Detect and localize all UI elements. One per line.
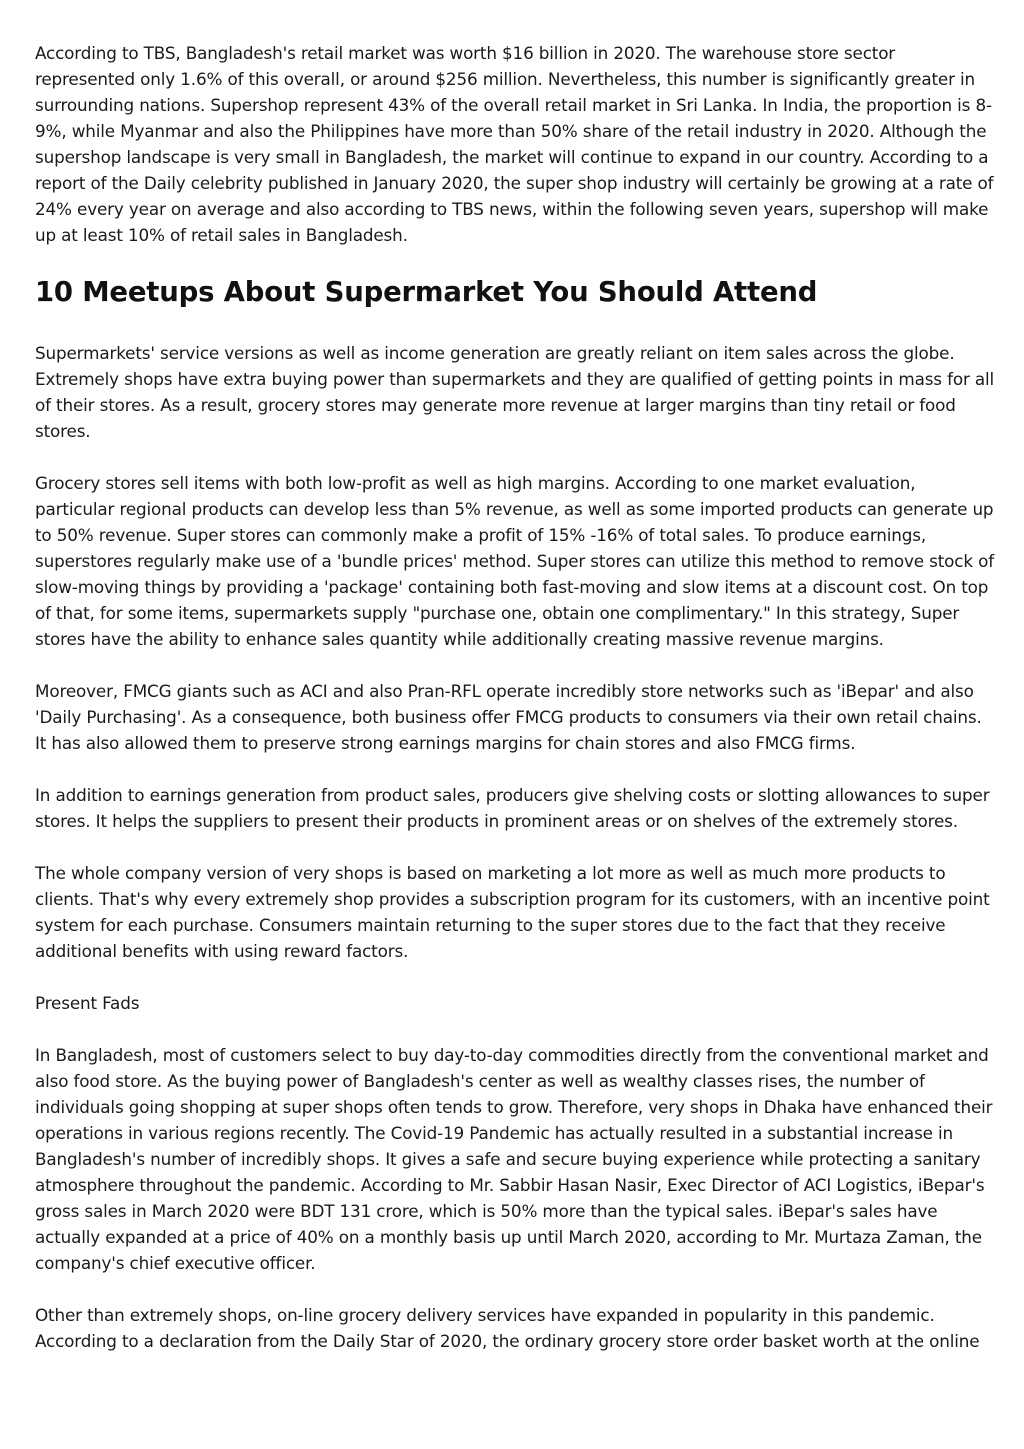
article-body — [35, 40, 995, 1380]
paragraph-slotting: In addition to earnings generation from product sales, producers give shelving costs or slotting allowances to super stores. It helps the suppliers to present their products in prominent areas or on shelves of the extremely stores. — [35, 785, 990, 831]
subheading-present-fads: Present Fads — [35, 993, 140, 1013]
paragraph-service-versions: Supermarkets' service versions as well as income generation are greatly reliant on item sales across the globe. Extremely shops have extra buying power than supermarkets and they are qualified of getting points in mass for all of their stores. As a result, grocery stores may generate more revenue at larger margins than tiny retail or food stores. — [35, 343, 995, 441]
paragraph-online-grocery: Other than extremely shops, on-line grocery delivery services have expanded in popularity in this pandemic. According to a declaration from the Daily Star of 2020, the ordinary grocery store order basket worth at the online — [35, 1305, 980, 1351]
section-heading: 10 Meetups About Supermarket You Should Attend — [35, 276, 818, 308]
paragraph-fmcg: Moreover, FMCG giants such as ACI and also Pran-RFL operate incredibly store networks such as 'iBepar' and also 'Daily Purchasing'. As a consequence, both business offer FMCG products to consumers via their own retail chains. It has also allowed them to preserve strong earnings margins for chain stores and also FMCG firms. — [35, 681, 982, 753]
paragraph-bangladesh-trends: In Bangladesh, most of customers select to buy day-to-day commodities directly from the conventional market and also food store. As the buying power of Bangladesh's center as well as wealthy classes rises, the number of individuals going shopping at super shops often tends to grow. Therefore, very shops in Dhaka have enhanced their operations in various regions recently. The Covid-19 Pandemic has actually resulted in a substantial increase in Bangladesh's number of incredibly shops. It gives a safe and secure buying experience while protecting a sanitary atmosphere throughout the pandemic. According to Mr. Sabbir Hasan Nasir, Exec Director of ACI Logistics, iBepar's gross sales in March 2020 were BDT 131 crore, which is 50% more than the typical sales. iBepar's sales have actually expanded at a price of 40% on a monthly basis up until March 2020, according to Mr. Murtaza Zaman, the company's chief executive officer. — [35, 1045, 993, 1273]
paragraph-margins: Grocery stores sell items with both low-profit as well as high margins. According to one market evaluation, particular regional products can develop less than 5% revenue, as well as some imported products can generate up to 50% revenue. Super stores can commonly make a profit of 15% -16% of total sales. To produce earnings, superstores regularly make use of a 'bundle prices' method. Super stores can utilize this method to remove stock of slow-moving things by providing a 'package' containing both fast-moving and slow items at a discount cost. On top of that, for some items, supermarkets supply "purchase one, obtain one complimentary." In this strategy, Super stores have the ability to enhance sales quantity while additionally creating massive revenue margins. — [35, 473, 995, 649]
paragraph-subscription: The whole company version of very shops is based on marketing a lot more as well as much more products to clients. That's why every extremely shop provides a subscription program for its customers, with an incentive point system for each purchase. Consumers maintain returning to the super stores due to the fact that they receive additional benefits with using reward factors. — [35, 863, 990, 961]
intro-paragraph: According to TBS, Bangladesh's retail market was worth $16 billion in 2020. The warehouse store sector represented only 1.6% of this overall, or around $256 million. Nevertheless, this number is significantly greater in surrounding nations. Supershop represent 43% of the overall retail market in Sri Lanka. In India, the proportion is 8-9%, while Myanmar and also the Philippines have more than 50% share of the retail industry in 2020. Although the supershop landscape is very small in Bangladesh, the market will continue to expand in our country. According to a report of the Daily celebrity published in January 2020, the super shop industry will certainly be growing at a rate of 24% every year on average and also according to TBS news, within the following seven years, supershop will make up at least 10% of retail sales in Bangladesh. — [35, 43, 994, 245]
